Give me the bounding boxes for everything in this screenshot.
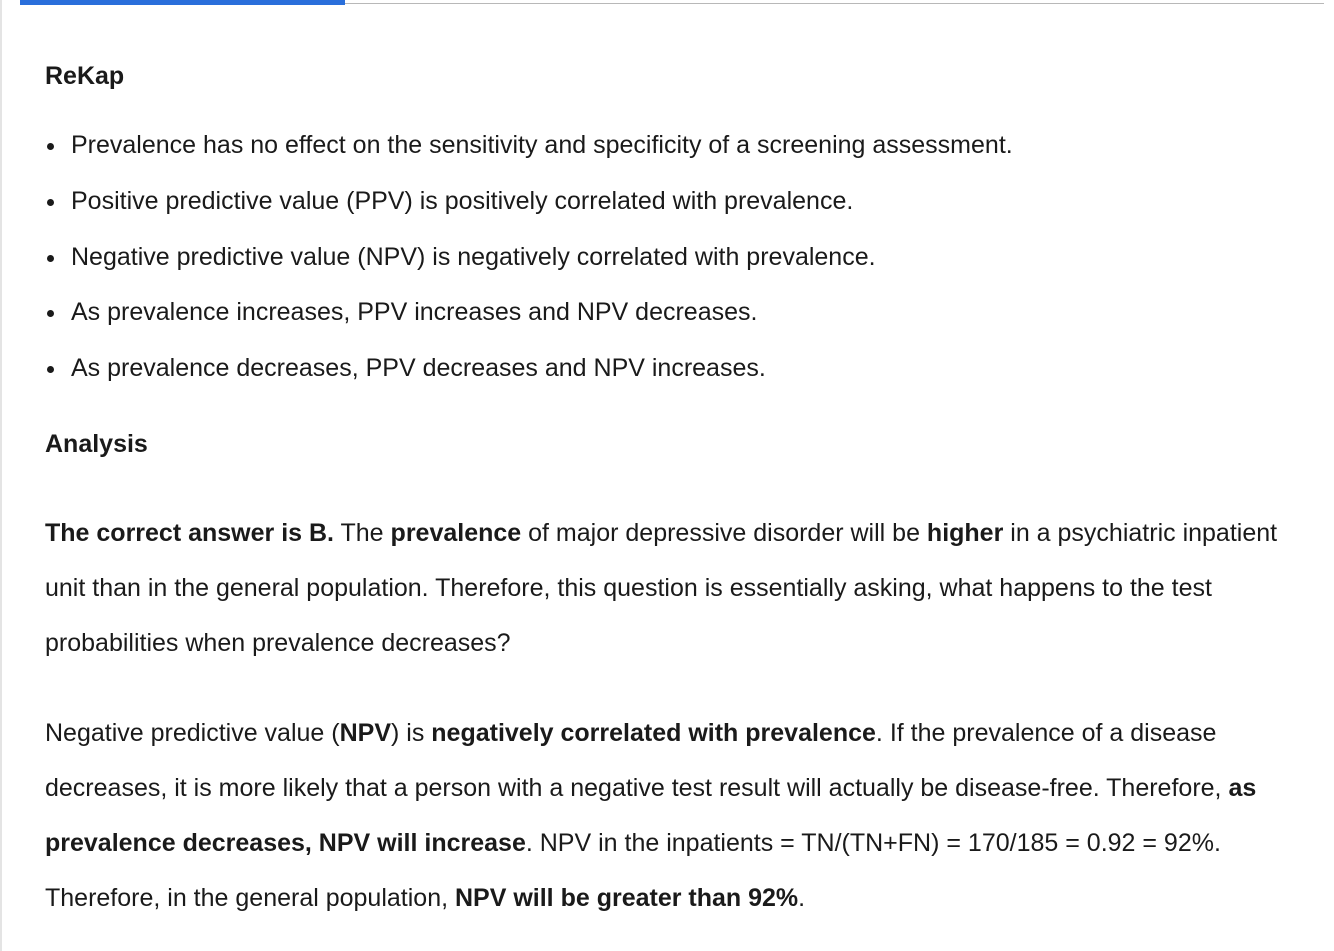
rekap-item xyxy=(45,297,1013,327)
text-span: in a psychiatric inpatient unit than in the general population. Therefore, this question is essentially asking, what happens to the test probabilities when prevalence decreases? xyxy=(45,519,1278,657)
emphasis-negatively-correlated: negatively correlated with prevalence xyxy=(431,719,876,747)
rekap-item-text: Prevalence has no effect on the sensitivity and specificity of a screening assessment. xyxy=(71,131,1013,159)
rekap-list xyxy=(45,130,1013,409)
text-span: . If the prevalence of a disease decreases, it is more likely that a person with a negative test result will actually be disease-free. Therefore, xyxy=(45,719,1229,802)
emphasis-higher: higher xyxy=(926,519,1004,547)
rekap-item-text: Positive predictive value (PPV) is positively correlated with prevalence. xyxy=(71,186,854,215)
rekap-item-text: As prevalence increases, PPV increases and NPV decreases. xyxy=(71,298,758,327)
rekap-heading: ReKap xyxy=(45,62,125,90)
rekap-item-text: Negative predictive value (NPV) is negatively correlated with prevalence. xyxy=(71,242,876,271)
active-tab-indicator[interactable] xyxy=(20,0,345,5)
text-span: The xyxy=(334,519,391,547)
rekap-item-text: As prevalence decreases, PPV decreases and NPV increases. xyxy=(71,354,766,383)
text-span: . xyxy=(798,884,806,912)
rekap-item xyxy=(45,130,1013,160)
rekap-item xyxy=(45,186,1013,216)
emphasis-npv-increase: as prevalence decreases, NPV will increase xyxy=(45,774,1257,857)
emphasis-npv-conclusion: NPV will be greater than 92% xyxy=(455,884,799,912)
analysis-paragraph-answer xyxy=(45,506,1315,671)
text-span: ) is xyxy=(391,719,432,747)
emphasis-prevalence: prevalence xyxy=(390,519,522,547)
bullet-icon xyxy=(47,310,54,317)
text-span: of major depressive disorder will be xyxy=(521,519,927,547)
analysis-heading: Analysis xyxy=(45,430,148,458)
rekap-item xyxy=(45,242,1013,272)
bullet-icon xyxy=(47,143,54,150)
text-span: . NPV in the inpatients = TN/(TN+FN) = 170/185 = 0.92 = 92%. Therefore, in the general population, xyxy=(45,829,1221,912)
bullet-icon xyxy=(47,366,54,373)
correct-answer-statement: The correct answer is B. xyxy=(45,519,335,547)
text-span: Negative predictive value ( xyxy=(45,719,340,747)
emphasis-npv: NPV xyxy=(339,719,391,747)
analysis-paragraph-npv xyxy=(45,706,1315,926)
bullet-icon xyxy=(47,255,54,262)
bullet-icon xyxy=(47,199,54,206)
rekap-item xyxy=(45,353,1013,383)
